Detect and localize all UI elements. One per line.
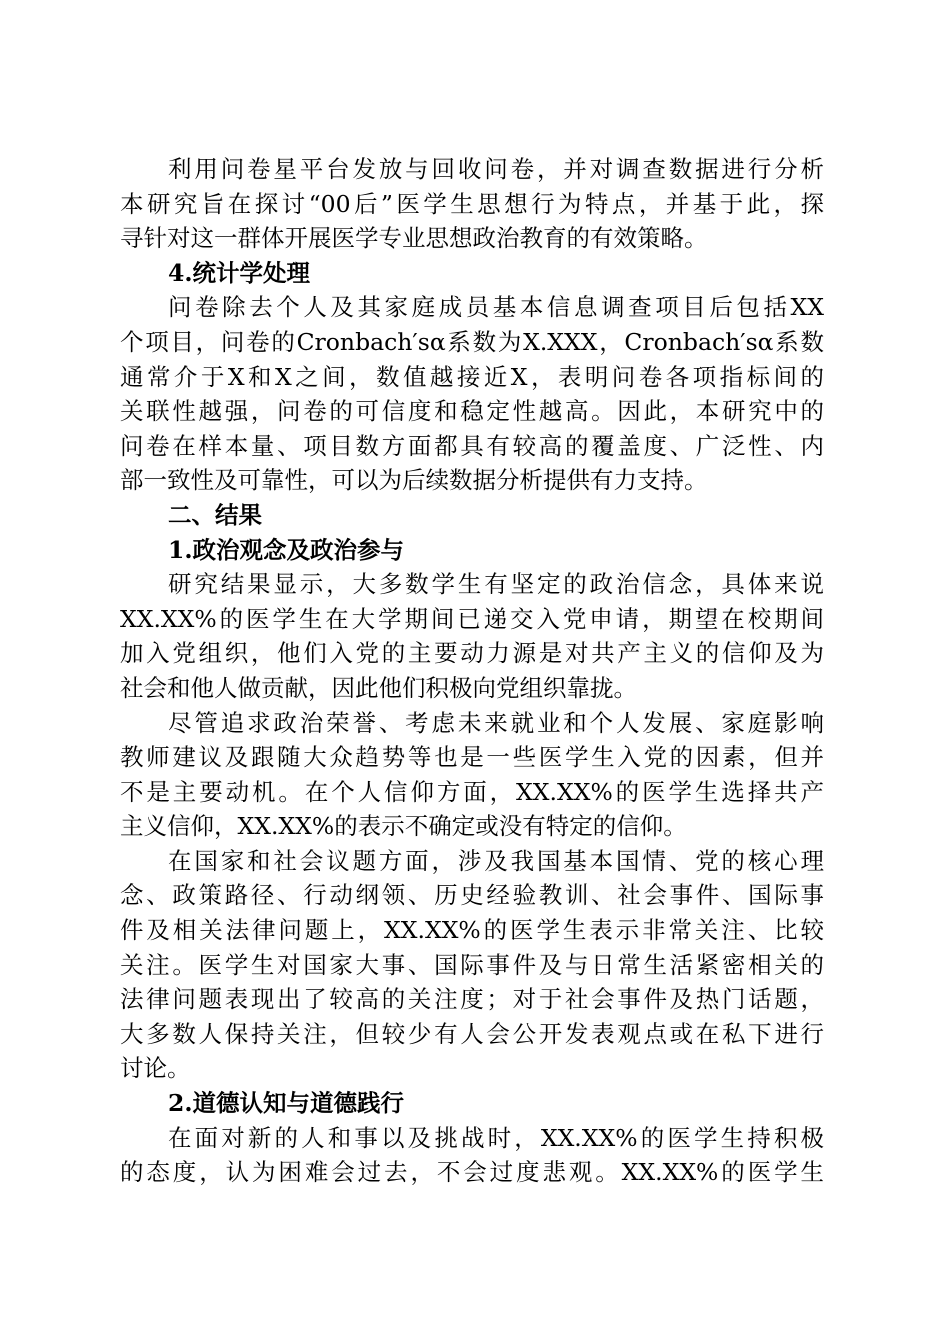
paragraph-line: 讨论。 (120, 1054, 191, 1083)
paragraph-line: 关联性越强，问卷的可信度和稳定性越高。因此，本研究中的 (120, 397, 824, 426)
paragraph-line: XX.XX%的医学生在大学期间已递交入党申请，期望在校期间 (120, 604, 824, 633)
paragraph-line: 寻针对这一群体开展医学专业思想政治教育的有效策略。 (120, 224, 708, 253)
paragraph-line: 在面对新的人和事以及挑战时，XX.XX%的医学生持积极 (168, 1123, 824, 1152)
section-heading: 4.统计学处理 (168, 258, 311, 287)
document-body (120, 152, 824, 1190)
paragraph-line: 教师建议及跟随大众趋势等也是一些医学生入党的因素，但并 (120, 743, 824, 772)
paragraph-line: 在国家和社会议题方面，涉及我国基本国情、党的核心理 (168, 846, 824, 875)
paragraph-line: 件及相关法律问题上，XX.XX%的医学生表示非常关注、比较 (120, 916, 824, 945)
paragraph-line: 的态度，认为困难会过去，不会过度悲观。XX.XX%的医学生 (120, 1158, 824, 1187)
paragraph-line: 念、政策路径、行动纲领、历史经验教训、社会事件、国际事 (120, 881, 824, 910)
paragraph-line: 社会和他人做贡献，因此他们积极向党组织靠拢。 (120, 673, 637, 702)
paragraph-line: 个项目，问卷的Cronbach′sα系数为X.XXX，Cronbach′sα系数 (120, 327, 824, 356)
paragraph-line: 尽管追求政治荣誉、考虑未来就业和个人发展、家庭影响 (168, 708, 824, 737)
paragraph-line: 问卷除去个人及其家庭成员基本信息调查项目后包括XX (168, 293, 824, 322)
paragraph-line: 关注。医学生对国家大事、国际事件及与日常生活紧密相关的 (120, 950, 824, 979)
paragraph-line: 加入党组织，他们入党的主要动力源是对共产主义的信仰及为 (120, 639, 824, 668)
paragraph-line: 大多数人保持关注，但较少有人会公开发表观点或在私下进行 (120, 1019, 824, 1048)
paragraph-line: 利用问卷星平台发放与回收问卷，并对调查数据进行分析 (168, 155, 824, 183)
paragraph-line: 不是主要动机。在个人信仰方面，XX.XX%的医学生选择共产 (120, 777, 824, 806)
section-heading: 2.道德认知与道德践行 (168, 1089, 405, 1118)
paragraph-line: 通常介于X和X之间，数值越接近X，表明问卷各项指标间的 (120, 362, 824, 391)
paragraph-line: 研究结果显示，大多数学生有坚定的政治信念，具体来说 (168, 570, 824, 599)
paragraph-line: 主义信仰，XX.XX%的表示不确定或没有特定的信仰。 (120, 812, 687, 841)
section-heading: 二、结果 (168, 500, 262, 529)
section-heading: 1.政治观念及政治参与 (168, 535, 405, 564)
paragraph-line: 法律问题表现出了较高的关注度；对于社会事件及热门话题， (120, 985, 824, 1014)
paragraph-line: 本研究旨在探讨“00后”医学生思想行为特点，并基于此，探 (120, 189, 824, 218)
paragraph-line: 问卷在样本量、项目数方面都具有较高的覆盖度、广泛性、内 (120, 431, 824, 460)
paragraph-line: 部一致性及可靠性，可以为后续数据分析提供有力支持。 (120, 466, 708, 495)
